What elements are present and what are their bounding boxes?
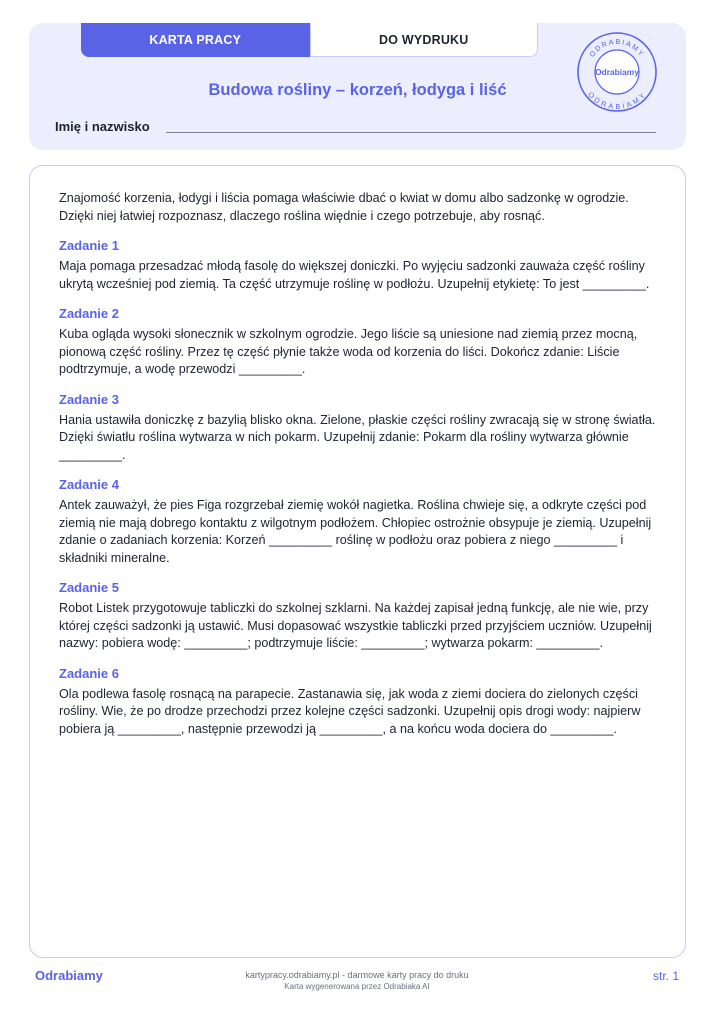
stamp-bottom-text: ODRABIAMY [586,89,648,111]
worksheet-content [59,190,659,738]
footer-brand[interactable]: Odrabiamy [35,968,103,983]
task-2 [59,305,659,379]
tab-karta-pracy[interactable]: KARTA PRACY [81,23,310,57]
task-6 [59,665,659,739]
task-text: Antek zauważył, że pies Figa rozgrzebał ziemię wokół nagietka. Roślina chwieje się, a odkryte części pod ziemią nie mają dobrego kontaktu z wilgotnym podłożem. Chłopiec ostrożnie obsypuje je ziemią. Uzupełnij zdanie o zadaniach korzenia: Korzeń _________ roślinę w podłożu oraz pobiera z niego _________ i składniki mineralne. [59,498,652,565]
stamp-center-text: Odrabiamy [595,67,639,77]
task-text: Robot Listek przygotowuje tabliczki do szkolnej szklarni. Na każdej zapisał jedną funkcję, ale nie wie, przy której części sadzonki ją ustawić. Musi dopasować wszystkie tabliczki przed przyjściem uczniów. Uzupełnij nazwy: pobiera wodę: _________; podtrzymuje liście: _________; wytwarza pokarm: _________. [59,601,652,650]
name-input-line[interactable] [166,132,656,133]
footer-info [157,970,557,992]
task-title: Zadanie 2 [59,306,119,321]
footer-generated-note: Karta wygenerowana przez Odrabiaka AI [284,982,430,991]
header-tabs [81,23,538,57]
task-3 [59,391,659,465]
page-title: Budowa rośliny – korzeń, łodyga i liść [208,81,507,99]
task-text: Kuba ogląda wysoki słonecznik w szkolnym ogrodzie. Jego liście są uniesione nad ziemią przez mocną, pionową część rośliny. Przez tę część płynie także woda od korzenia do liści. Dokończ zdanie: Liście podtrzymuje, a wodę przewodzi _________. [59,327,638,376]
task-4 [59,476,659,567]
footer-site-link[interactable]: kartypracy.odrabiamy.pl - darmowe karty pracy do druku [245,970,469,980]
intro-paragraph: Znajomość korzenia, łodygi i liścia pomaga właściwie dbać o kwiat w domu albo sadzonkę w ogrodzie. Dzięki niej łatwiej rozpoznasz, dlaczego roślina więdnie i czego potrzebuje, aby rosnąć. [59,191,629,223]
task-1 [59,237,659,293]
odrabiamy-stamp-logo [576,31,658,113]
task-text: Hania ustawiła doniczkę z bazylią blisko okna. Zielone, płaskie części rośliny zwracają się w stronę światła. Dzięki światłu roślina wytwarza w nich pokarm. Uzupełnij zdanie: Pokarm dla rośliny wytwarza głównie _________. [59,412,656,462]
name-label: Imię i nazwisko [55,119,150,134]
task-title: Zadanie 1 [59,238,119,253]
task-title: Zadanie 3 [59,391,119,407]
task-title: Zadanie 6 [59,665,119,681]
task-title: Zadanie 5 [59,580,119,595]
tab-do-wydruku[interactable]: DO WYDRUKU [310,23,539,57]
stamp-top-text: ODRABIAMY [587,36,647,59]
task-5 [59,579,659,653]
task-title: Zadanie 4 [59,477,119,492]
page-number: str. 1 [652,969,679,983]
task-text: Maja pomaga przesadzać młodą fasolę do większej doniczki. Po wyjęciu sadzonki zauważa część rośliny ukrytą wcześniej pod ziemią. Ta część utrzymuje roślinę w podłożu. Uzupełnij etykietę: To jest _________. [59,259,650,291]
task-text: Ola podlewa fasolę rosnącą na parapecie. Zastanawia się, jak woda z ziemi dociera do zielonych części rośliny. Wie, że po drodze przechodzi przez kolejne części sadzonki. Uzupełnij opis drogi wody: najpierw pobiera ją _________, następnie przewodzi ją _________, a na końcu woda dociera do _________. [59,686,641,736]
